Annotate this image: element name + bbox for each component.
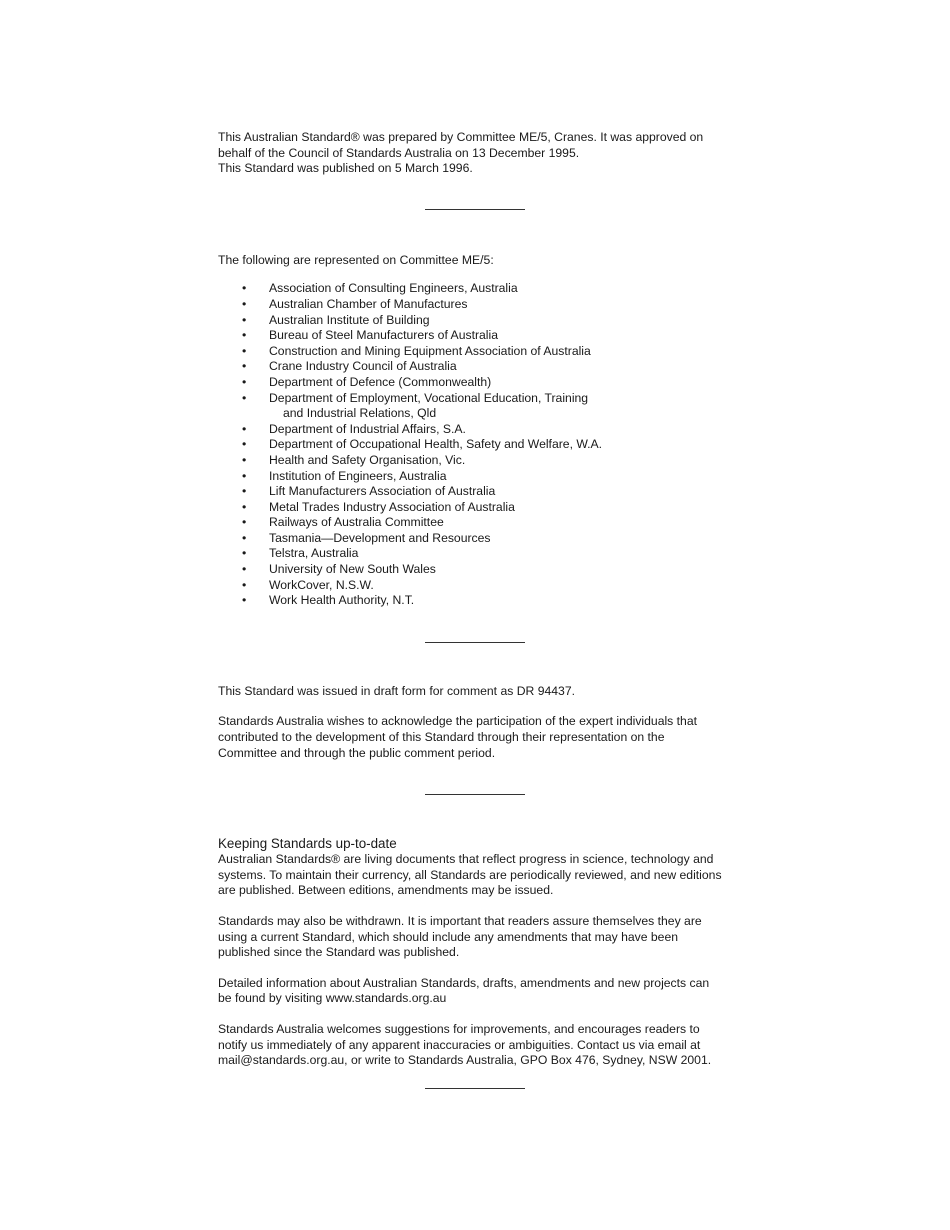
text-line: mail@standards.org.au, or write to Standards Australia, GPO Box 476, Sydney, NSW 2001. (218, 1053, 712, 1068)
list-item (218, 453, 738, 469)
section-divider (425, 209, 525, 210)
text-line: contributed to the development of this Standard through their representation on the (218, 730, 665, 745)
list-item (218, 281, 738, 297)
bullet-icon: • (242, 530, 247, 545)
member-name: Metal Trades Industry Association of Australia (269, 499, 515, 514)
member-name: Association of Consulting Engineers, Australia (269, 281, 518, 296)
text-line: published since the Standard was published. (218, 945, 460, 960)
bullet-icon: • (242, 484, 247, 499)
living-documents-paragraph (218, 852, 738, 899)
website-paragraph (218, 976, 738, 1007)
list-item (218, 578, 738, 594)
member-name: Work Health Authority, N.T. (269, 593, 415, 608)
list-item (218, 375, 738, 391)
bullet-icon: • (242, 421, 247, 436)
bullet-icon: • (242, 281, 247, 296)
member-name: Construction and Mining Equipment Association of Australia (269, 343, 591, 358)
bullet-icon: • (242, 562, 247, 577)
list-item (218, 469, 738, 485)
bullet-icon: • (242, 468, 247, 483)
text-line: Committee and through the public comment period. (218, 745, 496, 760)
document-page (218, 130, 738, 1089)
section-divider (425, 1088, 525, 1089)
member-name: WorkCover, N.S.W. (269, 577, 374, 592)
list-item (218, 313, 738, 329)
text-line: systems. To maintain their currency, all Standards are periodically reviewed, and new editions (218, 867, 722, 882)
list-item (218, 515, 738, 531)
committee-member-list (218, 281, 738, 608)
member-name: Crane Industry Council of Australia (269, 359, 457, 374)
text-line: Standards may also be withdrawn. It is important that readers assure themselves they are (218, 914, 702, 928)
list-item (218, 422, 738, 438)
member-name: Telstra, Australia (269, 546, 359, 561)
bullet-icon: • (242, 546, 247, 561)
text-line: Standards Australia welcomes suggestions for improvements, and encourages readers to (218, 1021, 700, 1036)
bullet-icon: • (242, 577, 247, 592)
section-divider (425, 642, 525, 643)
text-line: Australian Standards® are living documents that reflect progress in science, technology and (218, 852, 714, 867)
text-line: are published. Between editions, amendments may be issued. (218, 883, 554, 898)
member-name: University of New South Wales (269, 562, 436, 577)
member-name: Department of Employment, Vocational Education, Training (269, 390, 589, 405)
list-item (218, 531, 738, 547)
list-item (218, 344, 738, 360)
member-name: Department of Defence (Commonwealth) (269, 374, 492, 389)
bullet-icon: • (242, 328, 247, 343)
member-name: Department of Occupational Health, Safety and Welfare, W.A. (269, 437, 603, 452)
member-name: Lift Manufacturers Association of Australia (269, 484, 496, 499)
approval-statement (218, 130, 738, 177)
list-item (218, 437, 738, 453)
text-line: be found by visiting www.standards.org.au (218, 991, 447, 1006)
approval-line: This Australian Standard® was prepared by Committee ME/5, Cranes. It was approved on (218, 130, 704, 144)
text-line: Detailed information about Australian Standards, drafts, amendments and new projects can (218, 975, 710, 990)
text-line: Standards Australia wishes to acknowledge the participation of the expert individuals that (218, 714, 697, 729)
bullet-icon: • (242, 593, 247, 608)
list-item (218, 297, 738, 313)
section-divider (425, 794, 525, 795)
member-name: Bureau of Steel Manufacturers of Australia (269, 328, 498, 343)
member-name: Health and Safety Organisation, Vic. (269, 452, 466, 467)
member-name-continuation: and Industrial Relations, Qld (283, 406, 437, 421)
bullet-icon: • (242, 312, 247, 327)
text-line: notify us immediately of any apparent inaccuracies or ambiguities. Contact us via email at (218, 1037, 701, 1052)
approval-line: behalf of the Council of Standards Australia on 13 December 1995. (218, 145, 580, 160)
member-name: Australian Institute of Building (269, 312, 430, 327)
publication-line: This Standard was published on 5 March 1996. (218, 161, 473, 176)
list-item (218, 391, 738, 422)
contact-paragraph (218, 1022, 738, 1069)
section-heading: Keeping Standards up-to-date (218, 836, 397, 852)
bullet-icon: • (242, 452, 247, 467)
bullet-icon: • (242, 499, 247, 514)
bullet-icon: • (242, 390, 247, 405)
bullet-icon: • (242, 515, 247, 530)
member-name: Tasmania—Development and Resources (269, 530, 491, 545)
bullet-icon: • (242, 374, 247, 389)
list-item (218, 546, 738, 562)
bullet-icon: • (242, 359, 247, 374)
acknowledgement-paragraph (218, 714, 738, 761)
withdrawn-paragraph (218, 914, 738, 961)
list-item (218, 328, 738, 344)
member-name: Railways of Australia Committee (269, 515, 444, 530)
list-item (218, 484, 738, 500)
member-name: Department of Industrial Affairs, S.A. (269, 421, 466, 436)
text-line: using a current Standard, which should include any amendments that may have been (218, 929, 679, 944)
bullet-icon: • (242, 296, 247, 311)
bullet-icon: • (242, 343, 247, 358)
draft-statement: This Standard was issued in draft form for comment as DR 94437. (218, 683, 575, 698)
list-item (218, 359, 738, 375)
committee-intro: The following are represented on Committee ME/5: (218, 252, 494, 267)
member-name: Australian Chamber of Manufactures (269, 296, 468, 311)
bullet-icon: • (242, 437, 247, 452)
list-item (218, 562, 738, 578)
list-item (218, 500, 738, 516)
list-item (218, 593, 738, 609)
member-name: Institution of Engineers, Australia (269, 468, 447, 483)
